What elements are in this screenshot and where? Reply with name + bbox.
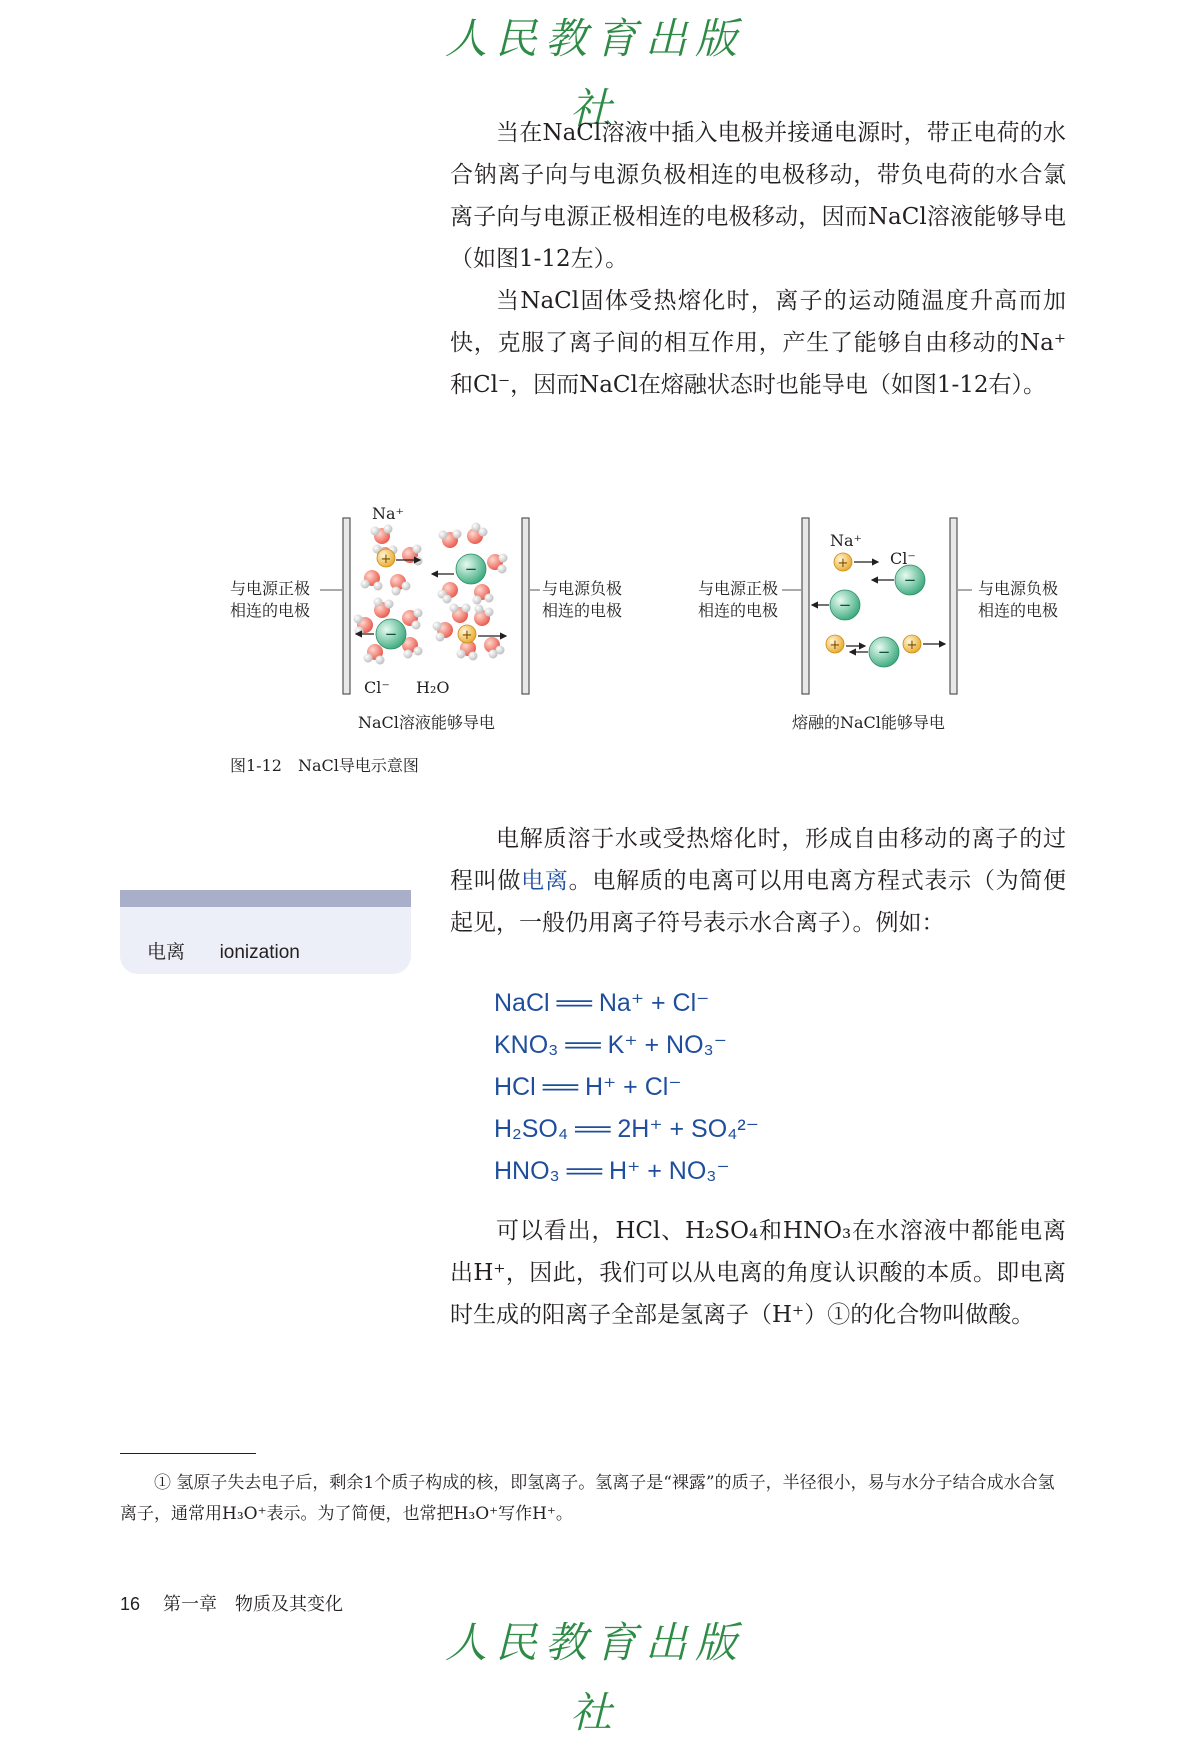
svg-text:+: + [906,638,918,653]
paragraph-solution-conduct: 当在NaCl溶液中插入电极并接通电源时，带正电荷的水合钠离子向与电源负极相连的电极移动，带负电荷的水合氯离子向与电源正极相连的电极移动，因而NaCl溶液能够导电（如图1-12左）。 [450,120,1066,272]
anion-cl-right-2 [812,590,860,620]
electrode-positive-right [802,518,809,694]
label-na-ion-left: Na⁺ [372,504,404,523]
label-positive-electrode-right: 与电源正极 相连的电极 [698,579,779,620]
body-text-top [450,112,1066,406]
paragraph-molten-conduct: 当NaCl固体受热熔化时，离子的运动随温度升高而加快，克服了离子间的相互作用，产生了能够自由移动的Na⁺和Cl⁻，因而NaCl在熔融状态时也能导电（如图1-12右）。 [450,288,1066,398]
glossary-sidebox [120,890,411,974]
page-footer [120,1590,343,1616]
svg-text:−: − [838,596,852,614]
equation-hno3: HNO₃ ══ H⁺ + NO₃⁻ [494,1157,730,1185]
svg-text:+: + [837,556,849,571]
anion-cl-right-3 [850,637,899,667]
electrode-negative-left [522,518,529,694]
electrode-positive-left [343,518,350,694]
nacl-conduction-diagram [120,500,1066,790]
electrode-negative-right [950,518,957,694]
footnote-rule [120,1453,256,1454]
label-na-ion-right: Na⁺ [830,531,862,550]
cation-na-right-3 [903,635,945,653]
caption-molten: 熔融的NaCl能够导电 [792,713,945,732]
equation-nacl: NaCl ══ Na⁺ + Cl⁻ [494,989,710,1017]
svg-text:+: + [829,638,841,653]
cation-na-right-1 [834,553,878,571]
sidebox-bar [120,890,411,907]
footnote: ① 氢原子失去电子后，剩余1个质子构成的核，即氢离子。氢离子是“裸露”的质子，半径很小，易与水分子结合成水合氢离子，通常用H₃O⁺表示。为了简便，也常把H₃O⁺写作H⁺。 [120,1473,1055,1524]
paragraph-acid: 可以看出，HCl、H₂SO₄和HNO₃在水溶液中都能电离出H⁺，因此，我们可以从电离的角度认识酸的本质。即电离时生成的阳离子全部是氢离子（H⁺）①的化合物叫做酸。 [450,1218,1066,1328]
figure-1-12 [120,500,1066,790]
equation-hcl: HCl ══ H⁺ + Cl⁻ [494,1073,682,1101]
svg-text:−: − [877,643,891,661]
water-molecules-left [354,523,508,665]
anion-cl-left-1 [432,554,486,584]
svg-text:+: + [461,628,473,643]
cation-na-left-2 [458,625,506,643]
cation-na-right-2 [826,635,865,653]
publisher-logo-top: 人民教育出版社 [444,14,745,133]
figure-caption: 图1-12 NaCl导电示意图 [230,756,419,775]
svg-text:−: − [464,560,478,578]
svg-text:−: − [384,625,398,643]
label-negative-electrode-left: 与电源负极 相连的电极 [542,579,623,620]
chapter-title: 第一章 物质及其变化 [163,1594,344,1614]
term-ionization: 电离 [521,868,569,894]
glossary-term-cn: 电离 [147,942,186,963]
label-water-left: H₂O [416,678,450,697]
equation-h2so4: H₂SO₄ ══ 2H⁺ + SO₄²⁻ [494,1115,759,1143]
label-cl-ion-right: Cl⁻ [890,549,916,568]
page-number: 16 [120,1594,141,1614]
paragraph-ionization: 电解质溶于水或受热熔化时，形成自由移动的离子的过程叫做电离。电解质的电离可以用电离方程式表示（为简便起见，一般仍用离子符号表示水合离子）。例如： [450,826,1067,936]
label-positive-electrode-left: 与电源正极 相连的电极 [230,579,311,620]
glossary-term-en: ionization [219,942,300,963]
svg-text:−: − [903,571,917,589]
caption-solution: NaCl溶液能够导电 [358,713,495,732]
publisher-logo-bottom: 人民教育出版社 [444,1618,745,1737]
svg-text:+: + [380,552,392,567]
label-cl-ion-left: Cl⁻ [364,678,390,697]
equation-kno3: KNO₃ ══ K⁺ + NO₃⁻ [494,1031,727,1059]
label-negative-electrode-right: 与电源负极 相连的电极 [978,579,1059,620]
